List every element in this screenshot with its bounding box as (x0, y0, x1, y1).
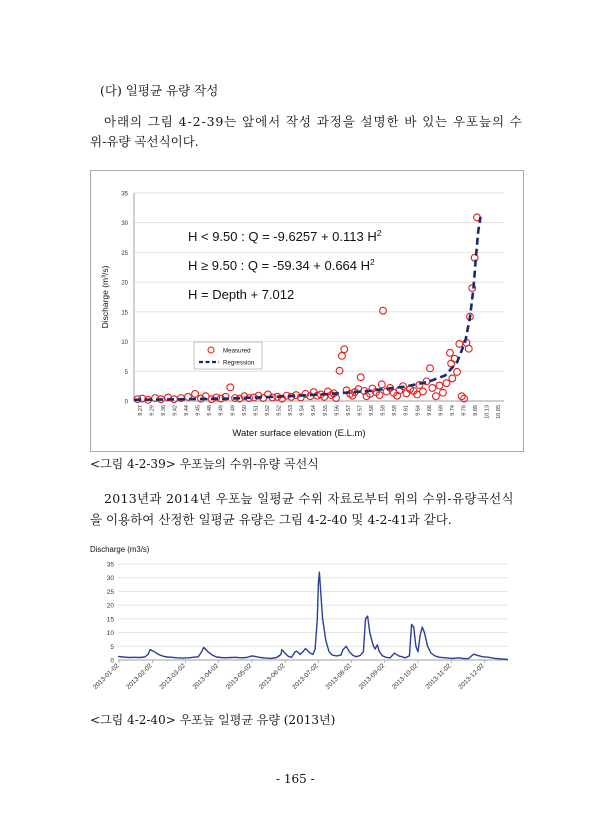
measured-point (420, 388, 427, 395)
x-tick-label: 2013-05-02 (224, 662, 254, 691)
measured-point (378, 381, 385, 388)
x-tick-label: 9.54 (299, 405, 306, 416)
measured-point (454, 368, 461, 375)
equation-annotation: H = Depth + 7.012 (188, 287, 295, 302)
x-tick-label: 2013-02-02 (125, 662, 154, 691)
legend-label: Regression (223, 359, 255, 367)
x-tick-label: 9.27 (137, 405, 144, 416)
measured-point (429, 385, 436, 392)
x-tick-label: 9.64 (415, 405, 422, 416)
x-tick-label: 9.53 (288, 405, 295, 416)
measured-point (336, 367, 343, 374)
y-tick-label: 30 (121, 221, 128, 228)
measured-point (440, 389, 447, 396)
y-tick-label: 20 (106, 602, 114, 610)
x-tick-label: 9.45 (195, 405, 202, 416)
measured-point (227, 384, 234, 391)
equation-annotation: H < 9.50 : Q = -9.6257 + 0.113 $H^2$ (188, 228, 382, 244)
x-tick-label: 9.54 (311, 405, 318, 416)
x-tick-label: 9.51 (253, 405, 260, 416)
figure-2-caption: <그림 4-2-40> 우포늪 일평균 유량 (2013년) (90, 713, 336, 727)
y-tick-label: 35 (121, 191, 128, 198)
x-tick-label: 9.59 (380, 405, 387, 416)
measured-point (465, 345, 472, 352)
x-tick-label: 9.66 (426, 405, 433, 416)
page-number: - 165 - (276, 772, 315, 786)
measured-point (427, 365, 434, 372)
x-axis-label: Water surface elevation (E.L.m) (232, 428, 366, 439)
x-tick-label: 9.36 (160, 405, 167, 416)
x-tick-label: 9.49 (218, 405, 225, 416)
x-tick-label: 9.57 (357, 405, 364, 416)
x-tick-label: 9.55 (322, 405, 329, 416)
measured-point (432, 393, 439, 400)
x-tick-label: 9.58 (369, 405, 376, 416)
x-tick-label: 2013-12-02 (457, 662, 486, 691)
x-tick-label: 9.89 (473, 405, 480, 416)
measured-point (436, 382, 443, 389)
x-tick-label: 2013-11-02 (424, 662, 453, 691)
x-tick-label: 10.13 (484, 405, 491, 419)
x-tick-label: 9.44 (184, 405, 191, 416)
measured-point (380, 307, 387, 314)
x-tick-label: 2013-04-02 (191, 662, 221, 691)
x-tick-label: 9.59 (392, 405, 399, 416)
y-tick-label: 5 (124, 369, 128, 376)
section-heading: (다) 일평균 유량 작성 (100, 83, 219, 98)
x-tick-label: 9.48 (207, 405, 214, 416)
y-axis-label: Discharge (m³/s) (100, 265, 110, 329)
y-tick-label: 15 (121, 310, 128, 317)
x-tick-label: 9.61 (403, 405, 410, 416)
x-tick-label: 9.42 (172, 405, 179, 416)
y-tick-label: 15 (106, 616, 114, 624)
x-tick-label: 9.29 (149, 405, 156, 416)
measured-point (339, 352, 346, 359)
equation-annotation: H ≥ 9.50 : Q = -59.34 + 0.664 $H^2$ (188, 257, 375, 273)
y-tick-label: 0 (124, 399, 128, 406)
measured-point (449, 375, 456, 382)
y-tick-label: 30 (106, 575, 114, 583)
rating-curve-figure (90, 170, 524, 452)
y-tick-label: 5 (110, 643, 114, 651)
daily-discharge-chart (90, 540, 520, 708)
legend-label: Measured (223, 347, 251, 355)
x-tick-label: 2013-03-02 (158, 662, 187, 691)
x-tick-label: 2013-01-02 (92, 662, 121, 691)
paragraph-1-line-2: 위-유량 곡선식이다. (90, 134, 199, 149)
x-tick-label: 9.49 (230, 405, 237, 416)
y-tick-label: 20 (121, 280, 128, 287)
y-tick-label: 25 (121, 250, 128, 257)
rating-curve-chart (91, 171, 523, 451)
paragraph-1-line-1: 아래의 그림 4-2-39는 앞에서 작성 과정을 설명한 바 있는 우포늪의 수 (104, 114, 523, 129)
paragraph-2-line-1: 2013년과 2014년 우포늪 일평균 수위 자료로부터 위의 수위-유량곡선식 (104, 491, 514, 506)
x-tick-label: 2013-06-02 (258, 662, 287, 691)
x-tick-label: 9.52 (264, 405, 271, 416)
paragraph-2-line-2: 을 이용하여 산정한 일평균 유량은 그림 4-2-40 및 4-2-41과 같다. (90, 512, 452, 527)
x-tick-label: 9.52 (276, 405, 283, 416)
x-tick-label: 9.56 (334, 405, 341, 416)
measured-point (341, 346, 348, 353)
x-tick-label: 9.69 (438, 405, 445, 416)
x-tick-label: 9.74 (449, 405, 456, 416)
y-tick-label: 35 (106, 561, 114, 569)
x-tick-label: 10.85 (496, 405, 503, 419)
y-tick-label: 25 (106, 588, 114, 596)
x-tick-label: 2013-08-02 (324, 662, 353, 691)
y-tick-label: 10 (106, 630, 114, 638)
measured-point (447, 349, 454, 356)
figure-1-caption: <그림 4-2-39> 우포늪의 수위-유량 곡선식 (90, 457, 319, 471)
y-tick-label: 0 (110, 657, 114, 665)
measured-point (192, 390, 199, 397)
x-tick-label: 2013-10-02 (390, 662, 420, 691)
x-tick-label: 2013-09-02 (357, 662, 387, 691)
regression-line (134, 217, 481, 400)
x-tick-label: 2013-07-02 (291, 662, 320, 691)
x-tick-label: 9.57 (345, 405, 352, 416)
x-tick-label: 9.78 (461, 405, 468, 416)
measured-point (357, 374, 364, 381)
y-axis-label: Discharge (m3/s) (90, 545, 150, 554)
measured-point (443, 380, 450, 387)
x-tick-label: 9.50 (241, 405, 248, 416)
y-tick-label: 10 (121, 340, 128, 347)
